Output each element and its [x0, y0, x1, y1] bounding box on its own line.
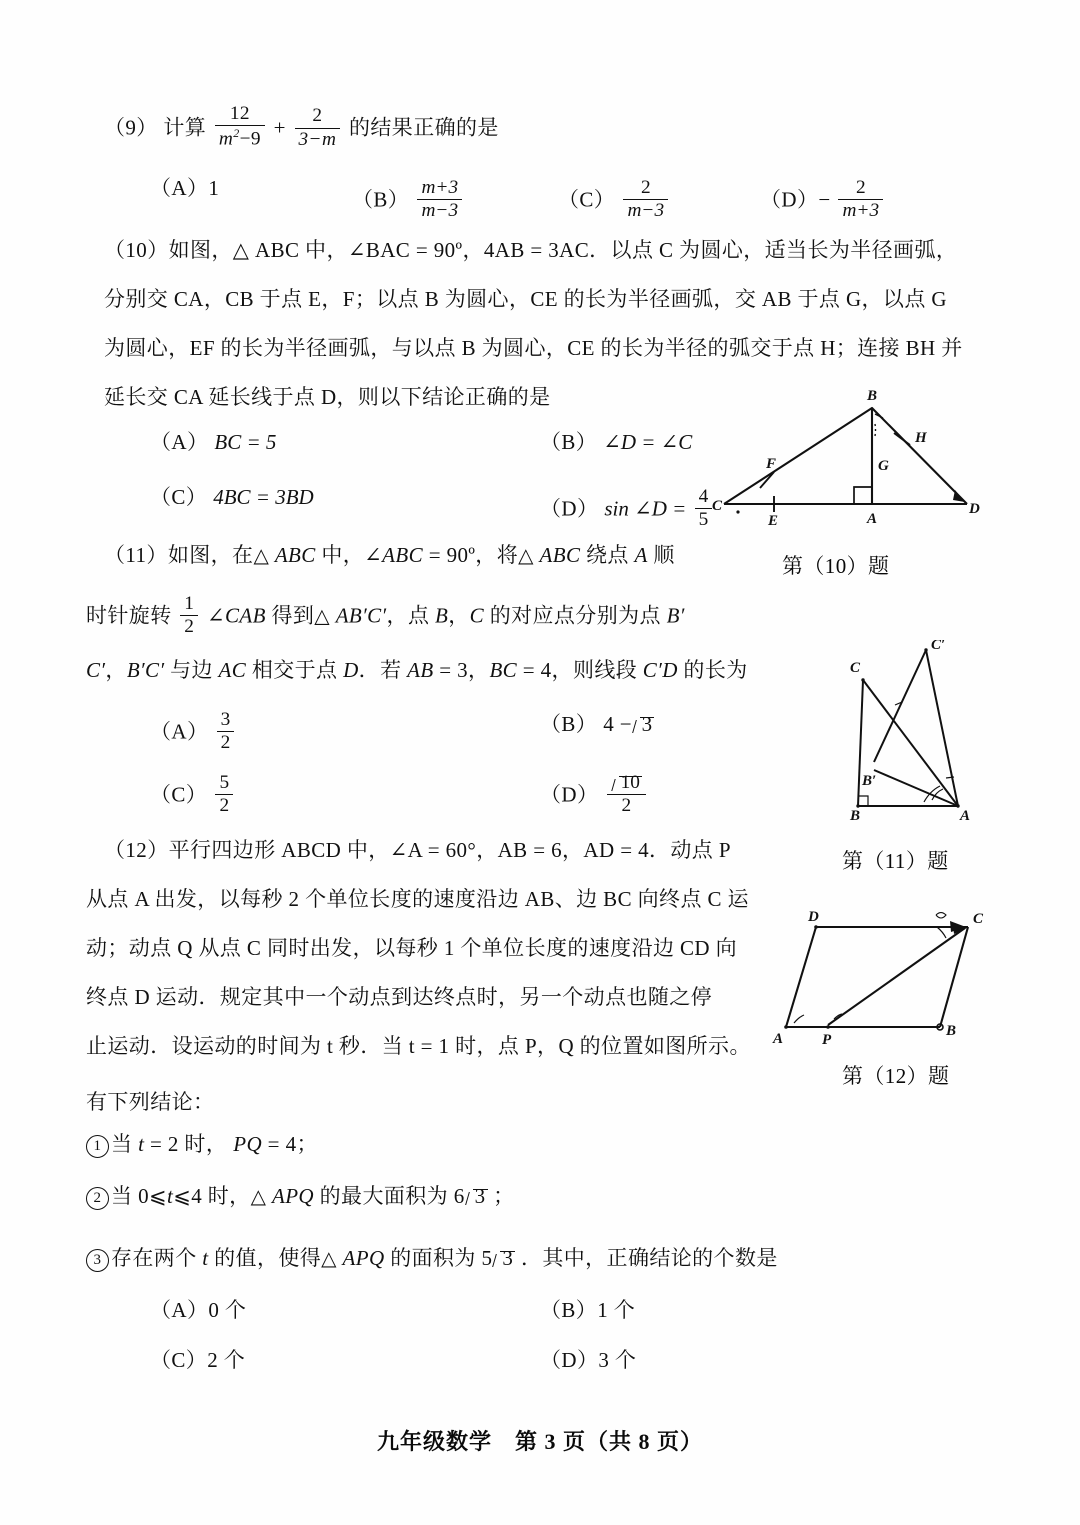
figure-question-10: [712, 386, 984, 526]
question-12-option-c[interactable]: （C）2 个: [150, 1348, 246, 1372]
question-9-stem-prefix: 计算: [163, 115, 207, 140]
question-9-fraction-1: $\frac{12}{m^2-9}$: [215, 104, 265, 150]
question-9-number: （9）: [104, 115, 158, 140]
figure-12-label-B: B: [946, 1023, 957, 1039]
figure-question-12: [768, 905, 988, 1045]
figure-11-label-B: B: [850, 808, 861, 820]
question-9-operator: +: [273, 115, 286, 140]
question-12-line-5: 止运动．设运动的时间为 t 秒．当 t = 1 时，点 P，Q 的位置如图所示。: [86, 1034, 751, 1058]
question-12-conclusion-2: 2 当 0⩽t⩽4 时，△ APQ 的最大面积为 6 3 ；: [86, 1186, 515, 1210]
figure-12-label-P: P: [822, 1032, 832, 1045]
question-11-option-c[interactable]: （C） $\frac{5}{2}$: [150, 773, 236, 817]
question-12-number: （12）: [104, 838, 169, 862]
figure-11-label-C-prime: C′: [931, 640, 946, 653]
circled-1-icon: 1: [86, 1135, 109, 1158]
question-12-conclusion-1: 1 当 t = 2 时， PQ = 4；: [86, 1134, 318, 1158]
question-12-conclusions-header: 有下列结论：: [86, 1090, 215, 1114]
question-11-option-b[interactable]: （B） 4 − 3: [540, 712, 653, 736]
question-9-stem-suffix: 的结果正确的是: [349, 115, 499, 140]
figure-11-caption: 第（11）题: [842, 849, 949, 873]
question-11-line-2: 时针旋转 $\frac{1}{2}$ ∠CAB 得到△ AB′C′，点 B，C 的对应点分别为点 B′: [86, 593, 685, 638]
question-12-conclusion-3: 3 存在两个 t 的值，使得△ APQ 的面积为 5 3 ．其中，正确结论的个数是: [86, 1248, 778, 1272]
figure-12-label-A: A: [773, 1031, 784, 1045]
question-11-line-3: C′，B′C′ 与边 AC 相交于点 D．若 AB = 3，BC = 4，则线段 C′D 的长为: [86, 658, 748, 682]
question-10-number: （10）: [104, 238, 169, 262]
figure-10-label-H: H: [915, 430, 927, 446]
question-10-option-a[interactable]: （A） BC = 5: [150, 430, 277, 454]
question-9-option-b[interactable]: （B） $\frac{m+3}{m-3}$: [352, 178, 465, 222]
figure-10-caption: 第（10）题: [782, 554, 890, 578]
question-12-option-b[interactable]: （B）1 个: [540, 1298, 636, 1322]
figure-10-label-C: C: [712, 498, 723, 514]
question-12-option-a[interactable]: （A）0 个: [150, 1298, 247, 1322]
question-10-option-d[interactable]: （D） sin ∠D = $\frac{4}{5}$: [540, 487, 715, 531]
question-12-line-3: 动；动点 Q 从点 C 同时出发，以每秒 1 个单位长度的速度沿边 CD 向: [86, 936, 738, 960]
question-12-option-d[interactable]: （D）3 个: [540, 1348, 637, 1372]
question-11-half-fraction: $\frac{1}{2}$: [180, 594, 198, 638]
question-9-option-c[interactable]: （C） $\frac{2}{m-3}$: [558, 178, 671, 222]
question-10-line-1: （10）如图，△ ABC 中，∠BAC = 90º，4AB = 3AC．以点 C 为圆心，适当长为半径画弧，: [104, 238, 958, 262]
question-12-line-1: （12）平行四边形 ABCD 中，∠A = 60°，AB = 6，AD = 4．动点 P: [104, 838, 731, 862]
figure-10-label-A: A: [867, 511, 878, 526]
figure-10-label-E: E: [768, 513, 779, 526]
figure-10-label-G: G: [878, 458, 889, 474]
figure-11-label-C: C: [850, 660, 861, 676]
question-11-option-d[interactable]: （D） $\frac{10}{2}$: [540, 773, 649, 817]
figure-10-label-F: F: [766, 456, 777, 472]
question-10-line-4: 延长交 CA 延长线于点 D，则以下结论正确的是: [104, 385, 551, 409]
figure-12-label-C: C: [973, 911, 984, 927]
figure-question-11: [836, 640, 986, 820]
figure-11-label-A: A: [960, 808, 971, 820]
circled-2-icon: 2: [86, 1187, 109, 1210]
figure-10-label-B: B: [867, 388, 878, 404]
question-9-option-a[interactable]: （A）1: [150, 176, 219, 200]
circled-3-icon: 3: [86, 1249, 109, 1272]
question-11-line-1: （11）如图，在△ ABC 中，∠ABC = 90º，将△ ABC 绕点 A 顺: [104, 543, 675, 567]
question-9-option-d[interactable]: （D）− $\frac{2}{m+3}$: [760, 178, 886, 222]
question-10-line-2: 分别交 CA，CB 于点 E，F；以点 B 为圆心，CE 的长为半径画弧，交 AB 于点 G，以点 G: [104, 287, 947, 311]
figure-12-label-D: D: [808, 909, 819, 925]
question-12-line-4: 终点 D 运动．规定其中一个动点到达终点时，另一个动点也随之停: [86, 985, 713, 1009]
question-10-option-b[interactable]: （B） ∠D = ∠C: [540, 430, 693, 454]
question-12-line-2: 从点 A 出发，以每秒 2 个单位长度的速度沿边 AB、边 BC 向终点 C 运: [86, 887, 749, 911]
question-10-line-3: 为圆心，EF 的长为半径画弧，与以点 B 为圆心，CE 的长为半径的弧交于点 H；连接 BH 并: [104, 336, 963, 360]
question-10-option-c[interactable]: （C） 4BC = 3BD: [150, 485, 314, 509]
question-11-option-a[interactable]: （A） $\frac{3}{2}$: [150, 710, 237, 754]
question-9-fraction-2: $\frac{2}{3-m}$: [295, 106, 341, 150]
figure-12-caption: 第（12）题: [842, 1064, 950, 1088]
page-footer: 九年级数学 第 3 页（共 8 页）: [376, 1429, 703, 1454]
question-9-stem: [104, 104, 499, 150]
figure-11-label-B-prime: B′: [862, 773, 877, 789]
question-11-number: （11）: [104, 543, 168, 567]
figure-10-label-D: D: [969, 501, 980, 517]
